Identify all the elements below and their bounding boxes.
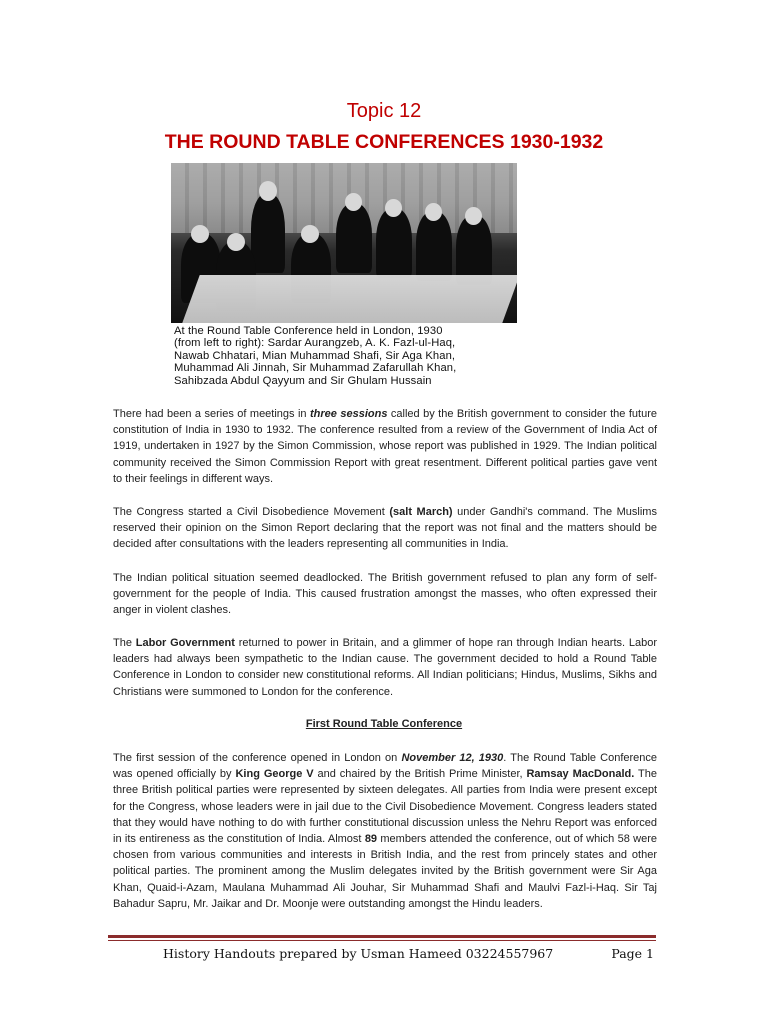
text-run: returned to power in Britain, and a glimmer of hope ran through Indian hearts. Labor leaders had always been sympathetic to the Indian cause. The government decided to hold a Round Table Conference in London to consider new constitutional reforms. All Indian politicians; Hindus, Muslims, Sikhs and Christians were summoned to London for the conference. (113, 637, 657, 698)
historical-photo (171, 163, 517, 323)
footer-divider (108, 935, 656, 938)
caption-line: Nawab Chhatari, Mian Muhammad Shafi, Sir Aga Khan, (174, 349, 456, 362)
photo-face (465, 207, 482, 225)
text-run: members attended the conference, out of which 58 were chosen from various communities and interests in British India, and the rest from princely states and other political parties. The prominent among the Muslim delegates invited by the British government were Sir Aga Khan, Quaid-i-Azam, Maulana Muhammad Ali Jouhar, Sir Muhammad Shafi and Maulvi Fazl-i-Haq. Sir Taj Bahadur Sapru, Mr. Jaikar and Dr. Moonje were outstanding amongst the Hindu leaders. (113, 833, 658, 910)
text-emphasis: November 12, 1930 (401, 752, 504, 764)
caption-line: Muhammad Ali Jinnah, Sir Muhammad Zafarullah Khan, (174, 362, 457, 375)
photo-caption (174, 325, 530, 387)
paragraph-intro (113, 406, 657, 487)
text-emphasis: King George V (235, 768, 314, 781)
text-run: The Congress started a Civil Disobedience Movement (113, 506, 390, 518)
text-run: . The Round Table Conference was opened officially by (113, 752, 658, 781)
page-title: THE ROUND TABLE CONFERENCES 1930-1932 (164, 131, 604, 153)
caption-line: Sahibzada Abdul Qayyum and Sir Ghulam Hussain (174, 374, 432, 387)
photo-face (425, 203, 442, 221)
text-run: The first session of the conference opened in London on (113, 752, 402, 764)
text-run: The (113, 637, 136, 649)
text-run: There had been a series of meetings in (113, 408, 311, 420)
paragraph-first-session (113, 750, 657, 912)
caption-line: (from left to right): Sardar Aurangzeb, A. K. Fazl-ul-Haq, (174, 337, 456, 350)
paragraph-congress (113, 504, 657, 553)
photo-face (345, 193, 362, 211)
section-heading: First Round Table Conference (305, 718, 463, 730)
topic-number: Topic 12 (346, 100, 422, 122)
photo-face (301, 225, 319, 243)
photo-figure (416, 211, 452, 281)
text-run: The three British political parties were represented by sixteen delegates. All parties from India were present except for the Congress, whose leaders were in jail due to the Civil Disobedience Movement. Congress leaders stated that they would have nothing to do with further constitutional discussion unless the Nehru Report was enforced in its entireness as the constitution of India. Almost (113, 768, 657, 846)
paragraph-deadlock: The Indian political situation seemed deadlocked. The British government refused to plan any form of self-government for the people of India. This caused frustration amongst the masses, who often expressed their anger in violent clashes. (113, 572, 657, 617)
footer-divider-thin (108, 940, 656, 941)
caption-line: At the Round Table Conference held in London, 1930 (174, 325, 443, 337)
text-emphasis: Ramsay MacDonald. (526, 768, 635, 781)
text-run: called by the British government to consider the future constitution of India in 1930 to 1932. The conference resulted from a review of the Government of India Act of 1919, undertaken in 1927 by the Simon Commission, whose report was published in 1929. The Indian political community received the Simon Commission Report with great resentment. Different political parties gave vent to their feelings in different ways. (113, 408, 657, 485)
footer-credit: History Handouts prepared by Usman Hameed 03224557967 (163, 946, 554, 961)
photo-figure (336, 203, 372, 273)
text-run: under Gandhi's command. The Muslims reserved their opinion on the Simon Report declaring that the report was not final and the matters should be decided after consultations with the leaders representing all communities in India. (113, 506, 657, 551)
photo-face (385, 199, 402, 217)
text-emphasis: three sessions (310, 408, 388, 420)
photo-table (182, 275, 517, 323)
photo-face (191, 225, 209, 243)
paragraph-labor-government (113, 635, 657, 700)
photo-figure (376, 208, 412, 278)
text-emphasis: (salt March) (389, 506, 453, 518)
photo-face (227, 233, 245, 251)
page-number: Page 1 (611, 946, 654, 961)
photo-face (259, 181, 277, 201)
text-emphasis: Labor Government (135, 637, 235, 649)
photo-figure (251, 193, 285, 273)
text-emphasis: 89 (364, 833, 378, 846)
text-run: and chaired by the British Prime Minister, (313, 768, 527, 781)
